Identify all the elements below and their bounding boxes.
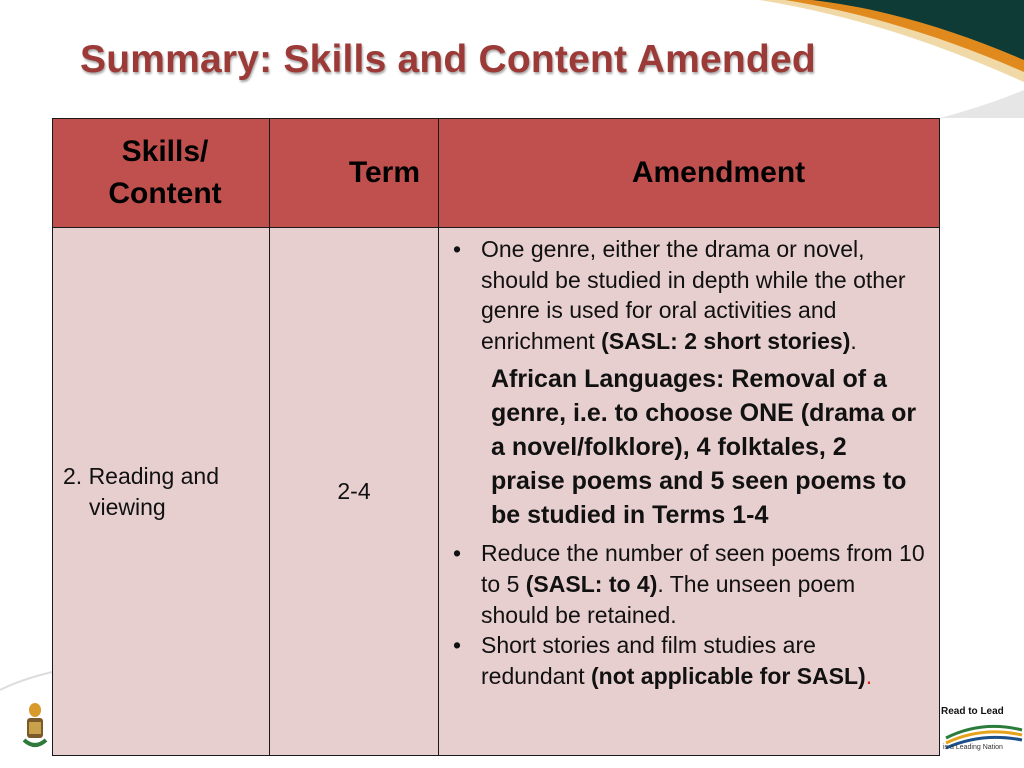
read-to-lead-logo-text: Read to Lead <box>941 706 1004 717</box>
amendment-bullet-1 <box>453 234 925 356</box>
b2-end: . The unseen poem should be retained. <box>481 570 856 628</box>
bullet-icon: • <box>453 236 462 262</box>
bullet-icon: • <box>453 632 462 659</box>
african-languages-note: African Languages: Removal of a genre, i.e. to choose ONE (drama or a novel/folklore), 4 folktales, 2 praise poems and 5 seen poems to be studied in Terms 1-4 <box>491 365 917 530</box>
cell-term: 2-4 <box>270 228 439 756</box>
coat-of-arms-icon <box>20 700 50 752</box>
b1-bold: (SASL: 2 short stories) <box>601 327 851 354</box>
page-title: Summary: Skills and Content Amended <box>80 38 816 81</box>
b1-end: . <box>850 327 857 354</box>
header-term: Term <box>270 119 439 228</box>
b1-text: One genre, either the drama or novel, should be studied in depth while the other genre is used for oral activities and enrichment <box>481 236 906 354</box>
bullet-icon: • <box>453 540 462 567</box>
amendment-bullet-3 <box>453 630 925 691</box>
header-skills-content <box>53 119 270 228</box>
header-amendment: Amendment <box>439 119 940 228</box>
header-skills-line2: Content <box>108 177 222 210</box>
read-to-lead-logo-subtext: is a Leading Nation <box>943 744 1003 751</box>
b3-bold: (not applicable for SASL) <box>590 662 866 689</box>
amendment-bullet-2 <box>453 538 925 630</box>
b3-text: Short stories and film studies are redundant <box>481 632 816 689</box>
header-skills-line1: Skills/ <box>121 135 209 168</box>
skill-line2: viewing <box>89 493 166 520</box>
b2-text: Reduce the number of seen poems from 10 to 5 <box>481 540 925 597</box>
table-header-row <box>53 119 940 228</box>
b2-bold: (SASL: to 4) <box>525 570 658 597</box>
table-row <box>53 228 940 756</box>
b3-end: . <box>865 662 873 689</box>
skill-line1: 2. Reading and <box>63 462 220 489</box>
amendment-table <box>52 118 940 756</box>
cell-amendment <box>439 228 940 756</box>
cell-skill-content <box>53 228 270 756</box>
